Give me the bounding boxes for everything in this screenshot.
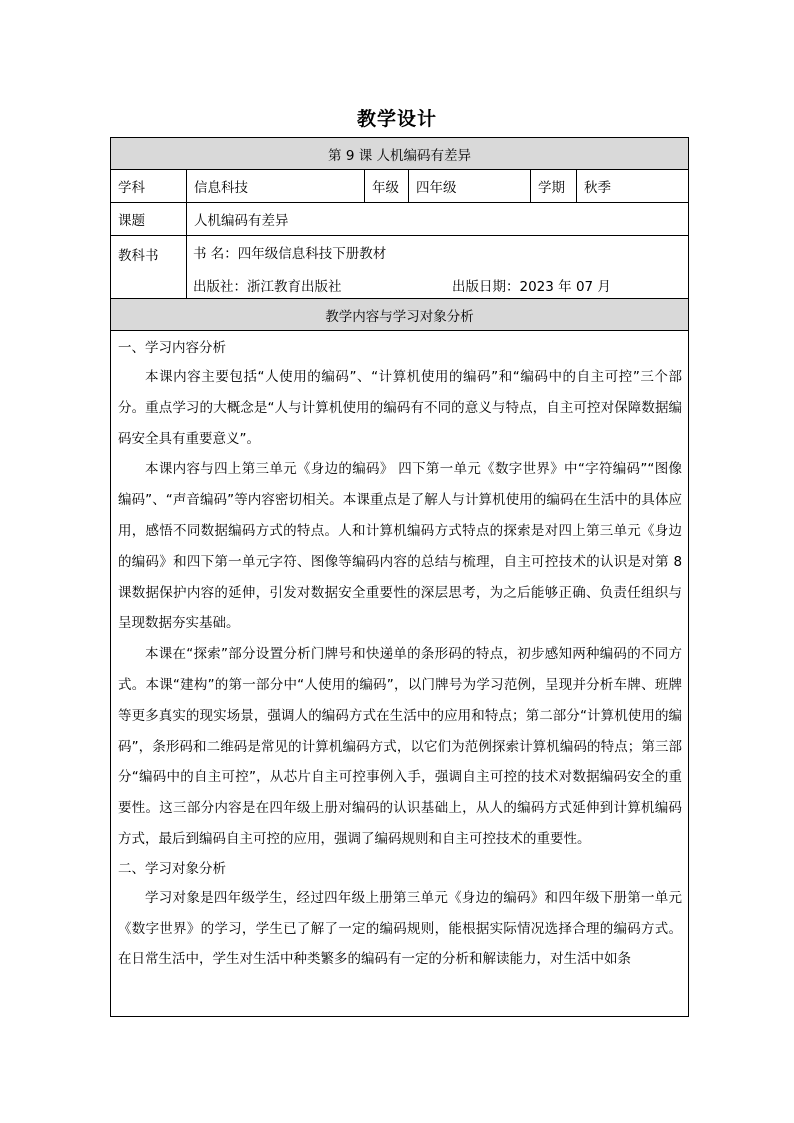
textbook-label: 教科书	[111, 236, 187, 299]
topic-label: 课题	[111, 203, 187, 236]
paragraph: 学习对象是四年级学生，经过四年级上册第三单元《身边的编码》和四年级下册第一单元《数字世界》的学习，学生已了解了一定的编码规则，能根据实际情况选择合理的编码方式。在日常生活中，学生对生活中种类繁多的编码有一定的分析和解读能力，对生活中如条	[118, 889, 683, 968]
lesson-header: 第 9 课 人机编码有差异	[111, 138, 689, 170]
lesson-plan-table	[110, 137, 689, 1017]
paragraph: 本课内容主要包括“人使用的编码”、“计算机使用的编码”和“编码中的自主可控”三个部分。重点学习的大概念是“人与计算机使用的编码有不同的意义与特点，自主可控对保障数据编码安全具有重要意义”。	[118, 369, 683, 447]
subject-value: 信息科技	[187, 170, 365, 203]
book-name: 书 名：四年级信息科技下册教材	[187, 236, 689, 268]
publisher: 出版社：浙江教育出版社	[193, 279, 342, 295]
grade-label: 年级	[365, 170, 409, 203]
term-value: 秋季	[577, 170, 689, 203]
analysis-header: 教学内容与学习对象分析	[111, 299, 689, 331]
subject-label: 学科	[111, 170, 187, 203]
paragraph: 本课内容与四上第三单元《身边的编码》 四下第一单元《数字世界》中“字符编码”“图像编码”、“声音编码”等内容密切相关。本课重点是了解人与计算机使用的编码在生活中的具体应用，感悟不同数据编码方式的特点。人和计算机编码方式特点的探索是对四上第三单元《身边的编码》和四下第一单元字符、图像等编码内容的总结与梳理，自主可控技术的认识是对第 8 课数据保护内容的延伸，引发对数据安全重要性的深层思考，为之后能够正确、负责任组织与呈现数据夯实基础。	[118, 461, 683, 632]
topic-value: 人机编码有差异	[187, 203, 689, 236]
document-title: 教学设计	[356, 108, 437, 130]
publisher-row	[187, 267, 689, 299]
term-label: 学期	[531, 170, 577, 203]
grade-value: 四年级	[409, 170, 531, 203]
publish-date: 出版日期：2023 年 07 月	[452, 279, 611, 295]
paragraph: 本课在“探索”部分设置分析门牌号和快递单的条形码的特点，初步感知两种编码的不同方式。本课“建构”的第一部分中“人使用的编码”，以门牌号为学习范例，呈现并分析车牌、班牌等更多真实的现实场景，强调人的编码方式在生活中的应用和特点；第二部分“计算机使用的编码”，条形码和二维码是常见的计算机编码方式，以它们为范例探索计算机编码的特点；第三部分“编码中的自主可控”，从芯片自主可控事例入手，强调自主可控的技术对数据编码安全的重要性。这三部分内容是在四年级上册对编码的认识基础上，从人的编码方式延伸到计算机编码方式，最后到编码自主可控的应用，强调了编码规则和自主可控技术的重要性。	[118, 646, 683, 847]
section1-title: 一、学习内容分析	[118, 340, 226, 356]
analysis-content	[111, 331, 689, 1017]
section2-title: 二、学习对象分析	[118, 860, 226, 877]
